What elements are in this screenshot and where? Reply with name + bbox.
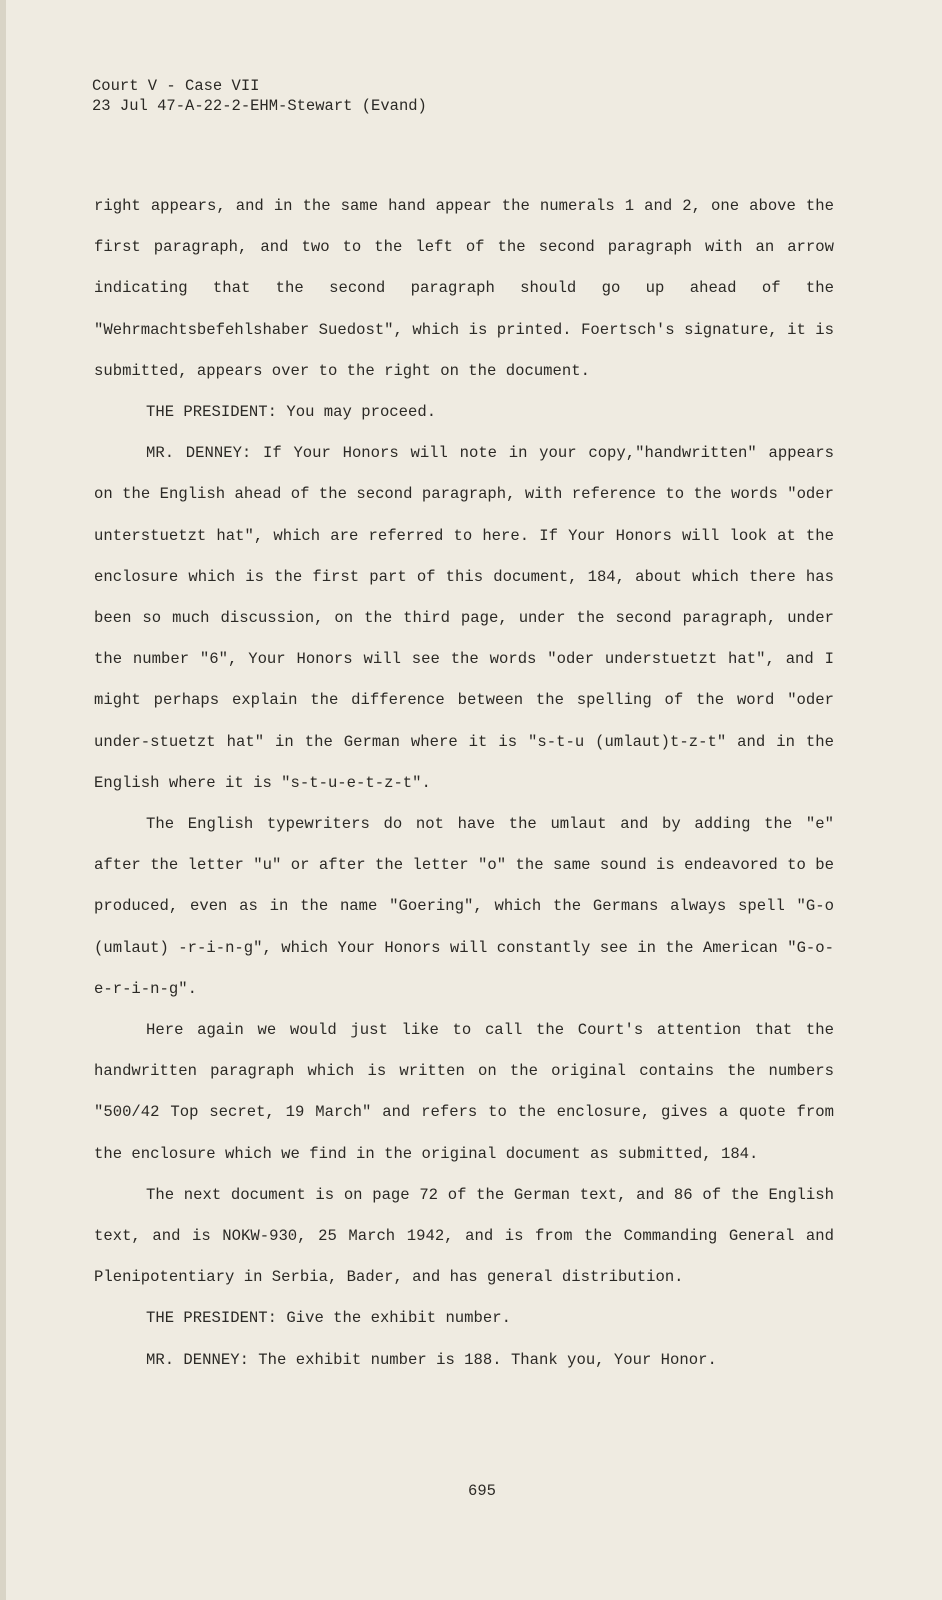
paragraph-president-exhibit: THE PRESIDENT: Give the exhibit number. bbox=[146, 1309, 511, 1328]
paragraph-continued: right appears, and in the same hand appear the numerals 1 and 2, one above the first paragraph, and two to the left of the second paragraph with an arrow indicating that the second paragraph should go up ahead of the "Wehrmachtsbefehlshaber Suedost", which is printed. Foertsch's signature, it is submitted, appears over to the right on the document. bbox=[94, 197, 834, 380]
paragraph-court-attention: Here again we would just like to call the Court's attention that the handwritten paragraph which is written on the original contains the numbers "500/42 Top secret, 19 March" and refers to the enclosure, gives a quote from the enclosure which we find in the original document as submitted, 184. bbox=[94, 1021, 834, 1163]
court-case-line: Court V - Case VII bbox=[92, 77, 260, 95]
paragraph-president-proceed: THE PRESIDENT: You may proceed. bbox=[146, 403, 437, 422]
page-number: 695 bbox=[468, 1482, 496, 1500]
paragraph-umlaut-explanation: The English typewriters do not have the umlaut and by adding the "e" after the letter "u" or after the letter "o" the same sound is endeavored to be produced, even as in the name "Goering", which the Germans always spell "G-o (umlaut) -r-i-n-g", which Your Honors will constantly see in the American "G-o-e-r-i-n-g". bbox=[94, 815, 834, 998]
transcript-body bbox=[94, 186, 834, 1381]
paragraph-denney-handwritten: MR. DENNEY: If Your Honors will note in your copy,"handwritten" appears on the English ahead of the second paragraph, with reference to the words "oder unterstuetzt hat", which are referred to here. If Your Honors will look at the enclosure which is the first part of this document, 184, about which there has been so much discussion, on the third page, under the second paragraph, under the number "6", Your Honors will see the words "oder understuetzt hat", and I might perhaps explain the difference between the spelling of the word "oder under-stuetzt hat" in the German where it is "s-t-u (umlaut)t-z-t" and in the English where it is "s-t-u-e-t-z-t". bbox=[94, 444, 834, 792]
transcript-header bbox=[92, 76, 427, 116]
paragraph-next-document: The next document is on page 72 of the German text, and 86 of the English text, and is NOKW-930, 25 March 1942, and is from the Commanding General and Plenipotentiary in Serbia, Bader, and has general distribution. bbox=[94, 1185, 834, 1287]
paragraph-denney-exhibit: MR. DENNEY: The exhibit number is 188. Thank you, Your Honor. bbox=[146, 1350, 717, 1369]
session-reference-line: 23 Jul 47-A-22-2-EHM-Stewart (Evand) bbox=[92, 97, 427, 115]
